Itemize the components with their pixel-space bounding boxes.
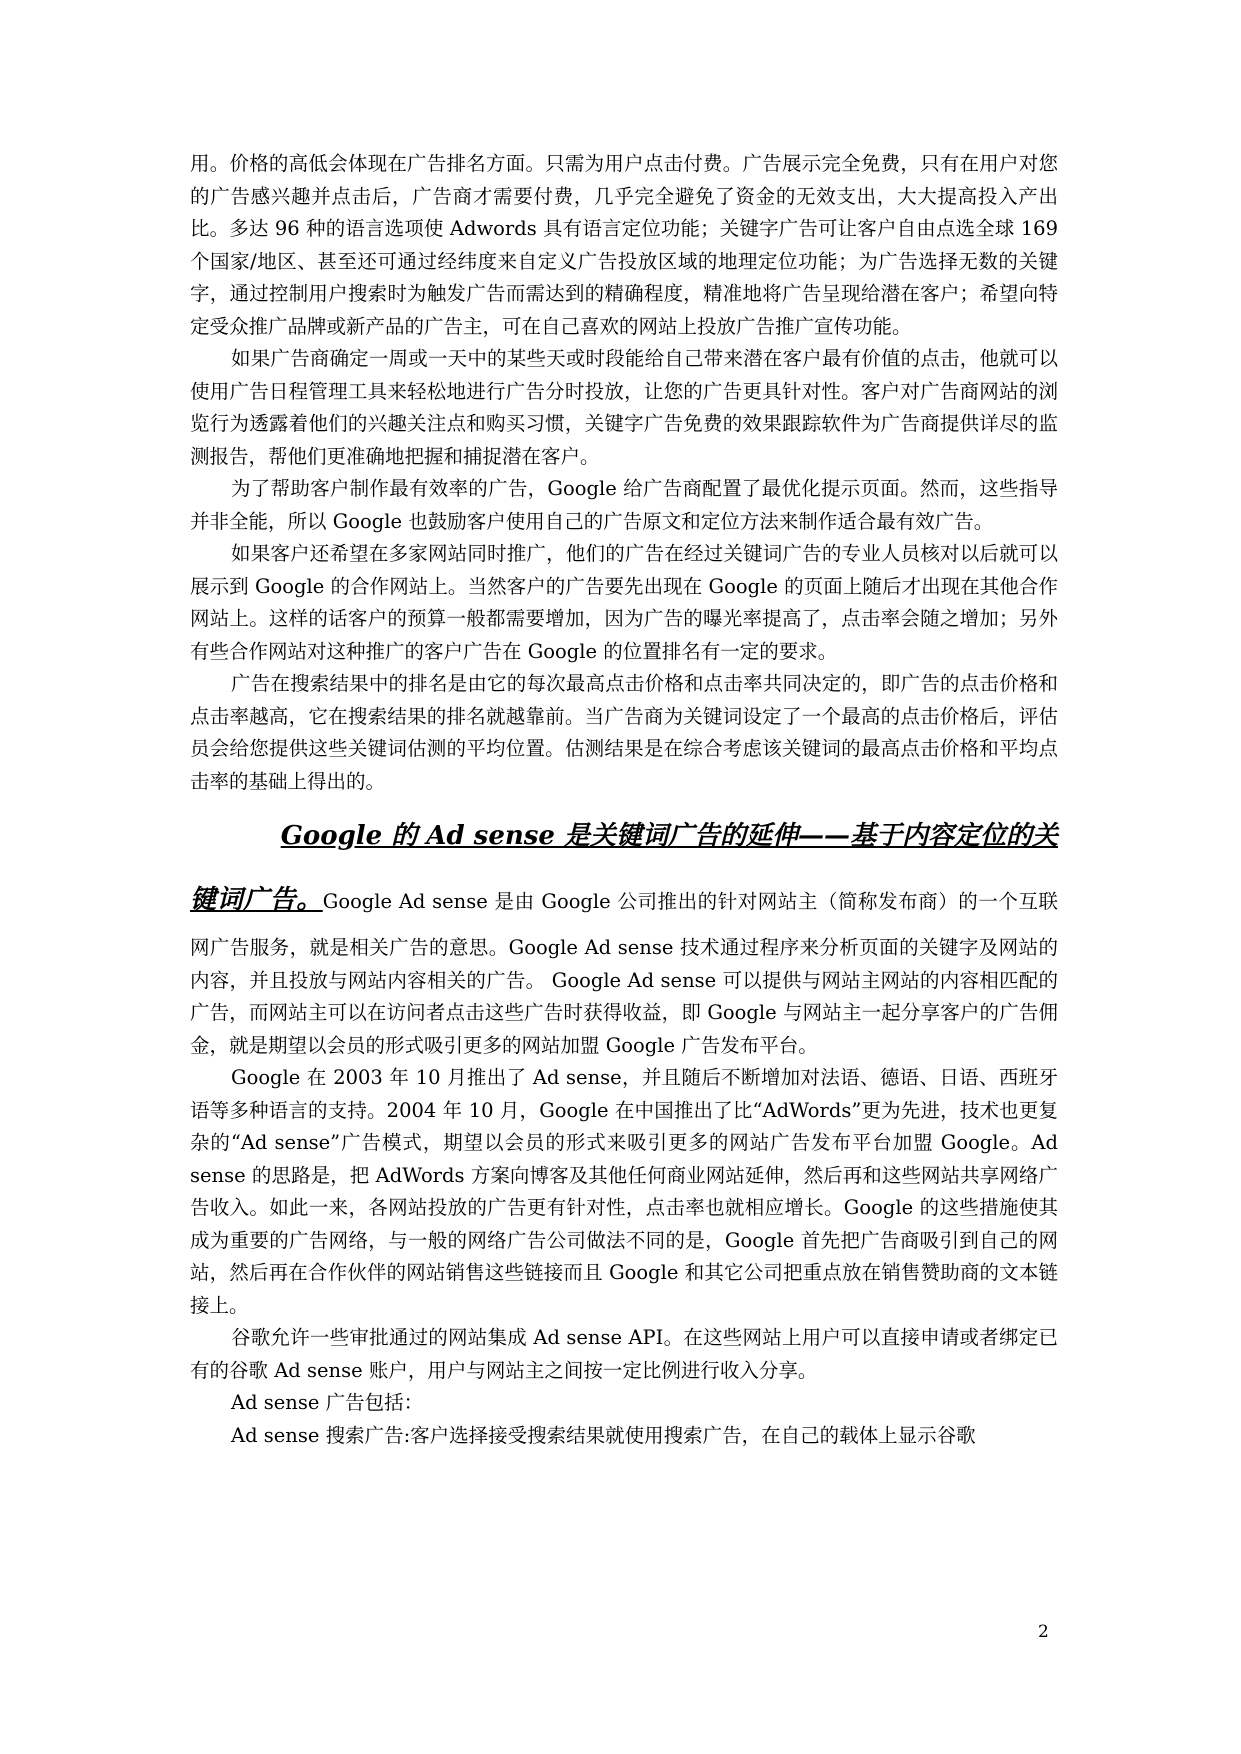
paragraph-1: 用。价格的高低会体现在广告排名方面。只需为用户点击付费。广告展示完全免费，只有在用户对您的广告感兴趣并点击后，广告商才需要付费，几乎完全避免了资金的无效支出，大大提高投入产出比。多达 96 种的语言选项使 Adwords 具有语言定位功能；关键字广告可让客户自由点选全球 169 个国家/地区、甚至还可通过经纬度来自定义广告投放区域的地理定位功能；为广告选择无数的关键字，通过控制用户搜索时为触发广告而需达到的精确程度，精准地将广告呈现给潜在客户；希望向特定受众推广品牌或新产品的广告主，可在自己喜欢的网站上投放广告推广宣传功能。 [190, 152, 1058, 338]
paragraph-6: Google 在 2003 年 10 月推出了 Ad sense，并且随后不断增加对法语、德语、日语、西班牙语等多种语言的支持。2004 年 10 月，Google 在中国推出了比“AdWords”更为先进，技术也更复杂的“Ad sense”广告模式，期望以会员的形式来吸引更多的网站广告发布平台加盟 Google。Ad sense 的思路是，把 AdWords 方案向博客及其他任何商业网站延伸，然后再和这些网站共享网络广告收入。如此一来，各网站投放的广告更有针对性，点击率也就相应增长。Google 的这些措施使其成为重要的广告网络，与一般的网络广告公司做法不同的是，Google 首先把广告商吸引到自己的网站，然后再在合作伙伴的网站销售这些链接而且 Google 和其它公司把重点放在销售赞助商的文本链接上。 [190, 1066, 1058, 1317]
paragraph-3: 为了帮助客户制作最有效率的广告，Google 给广告商配置了最优化提示页面。然而，这些指导并非全能，所以 Google 也鼓励客户使用自己的广告原文和定位方法来制作适合最有效广告。 [190, 477, 1058, 533]
section-heading-line-1: Google 的 Ad sense 是关键词广告的延伸——基于内容定位的关 [280, 821, 1058, 851]
body-text [190, 148, 1058, 1452]
paragraph-7: 谷歌允许一些审批通过的网站集成 Ad sense API。在这些网站上用户可以直接申请或者绑定已有的谷歌 Ad sense 账户，用户与网站主之间按一定比例进行收入分享。 [190, 1326, 1058, 1382]
paragraph-8: Ad sense 广告包括： [231, 1391, 424, 1414]
section-heading [190, 804, 1058, 868]
paragraph-after-heading [190, 868, 1058, 1062]
paragraph-5: 广告在搜索结果中的排名是由它的每次最高点击价格和点击率共同决定的，即广告的点击价格和点击率越高，它在搜索结果的排名就越靠前。当广告商为关键词设定了一个最高的点击价格后，评估员会给您提供这些关键词估测的平均位置。估测结果是在综合考虑该关键词的最高点击价格和平均点击率的基础上得出的。 [190, 672, 1058, 793]
paragraph-9: Ad sense 搜索广告:客户选择接受搜索结果就使用搜索广告，在自己的载体上显示谷歌 [231, 1423, 976, 1447]
page-number: 2 [1038, 1622, 1049, 1642]
section-heading-line-2: 键词广告。 [190, 885, 323, 915]
paragraph-2: 如果广告商确定一周或一天中的某些天或时段能给自己带来潜在客户最有价值的点击，他就可以使用广告日程管理工具来轻松地进行广告分时投放，让您的广告更具针对性。客户对广告商网站的浏览行为透露着他们的兴趣关注点和购买习惯，关键字广告免费的效果跟踪软件为广告商提供详尽的监测报告，帮他们更准确地把握和捕捉潜在客户。 [190, 347, 1058, 468]
paragraph-4: 如果客户还希望在多家网站同时推广，他们的广告在经过关键词广告的专业人员核对以后就可以展示到 Google 的合作网站上。当然客户的广告要先出现在 Google 的页面上随后才出现在其他合作网站上。这样的话客户的预算一般都需要增加，因为广告的曝光率提高了，点击率会随之增加；另外有些合作网站对这种推广的客户广告在 Google 的位置排名有一定的要求。 [190, 542, 1058, 663]
paragraph-after-heading-text: Google Ad sense 是由 Google 公司推出的针对网站主（简称发布商）的一个互联网广告服务，就是相关广告的意思。Google Ad sense 技术通过程序来分析页面的关键字及网站的内容，并且投放与网站内容相关的广告。 Google Ad sense 可以提供与网站主网站的内容相匹配的广告，而网站主可以在访问者点击这些广告时获得收益，即 Google 与网站主一起分享客户的广告佣金，就是期望以会员的形式吸引更多的网站加盟 Google 广告发布平台。 [190, 890, 1058, 1057]
